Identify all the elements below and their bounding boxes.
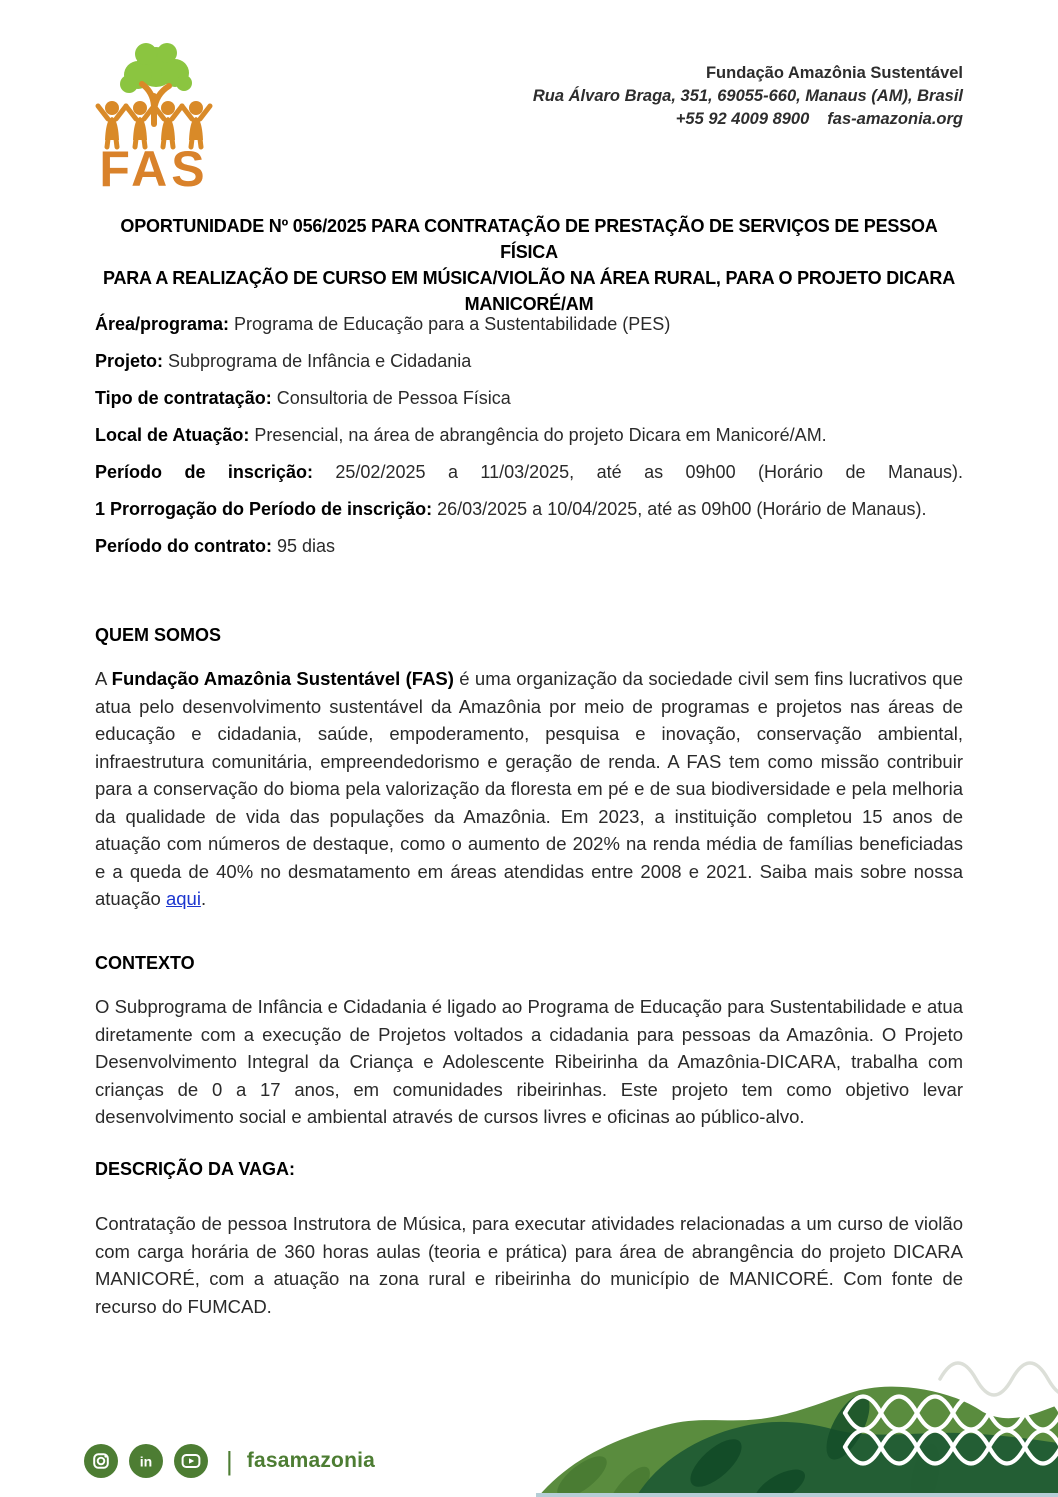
field-prorrogacao-inscricao: 1 Prorrogação do Período de inscrição: 26/03/2025 a 10/04/2025, até as 09h00 (Horário de Manaus).: [95, 499, 927, 519]
field-projeto: Projeto: Subprograma de Infância e Cidadania: [95, 351, 472, 371]
youtube-icon[interactable]: [174, 1444, 208, 1478]
social-band: [84, 1444, 375, 1478]
tree-icon: [120, 43, 192, 93]
section-descricao-vaga: [95, 1156, 963, 1320]
social-handle[interactable]: fasamazonia: [246, 1449, 376, 1472]
section-paragraph: A Fundação Amazônia Sustentável (FAS) é uma organização da sociedade civil sem fins lucrativos que atua pelo desenvolvimento sustentável da Amazônia por meio de programas e projetos nas áreas de educação e cidadania, saúde, empoderamento, pesquisa e inovação, conservação ambiental, infraestrutura comunitária, empreendedorismo e geração de renda. A FAS tem como missão contribuir para a conservação do bioma pela valorização da floresta em pé e de sua biodiversidade e pela melhoria da qualidade de vida das populações da Amazônia. Em 2023, a instituição completou 15 anos de atuação com números de destaque, como o aumento de 202% na renda média de famílias beneficiadas e a queda de 40% no desmatamento em áreas atendidas entre 2008 e 2021. Saiba mais sobre nossa atuação aqui.: [95, 668, 963, 909]
contact-block: [533, 62, 963, 131]
field-periodo-contrato: Período do contrato: 95 dias: [95, 536, 336, 556]
org-name-bold: Fundação Amazônia Sustentável (FAS): [111, 668, 454, 689]
linkedin-icon[interactable]: [129, 1444, 163, 1478]
instagram-icon[interactable]: [84, 1444, 118, 1478]
org-website: fas-amazonia.org: [827, 110, 963, 128]
org-name: Fundação Amazônia Sustentável: [705, 64, 963, 82]
logo-wordmark: FAS: [99, 141, 209, 190]
section-quem-somos: [95, 622, 963, 913]
fas-logo: [95, 40, 213, 190]
org-phone: +55 92 4009 8900: [675, 110, 810, 128]
bottom-strip: [536, 1493, 1058, 1497]
title-line-1: OPORTUNIDADE Nº 056/2025 PARA CONTRATAÇÃO DE PRESTAÇÃO DE SERVIÇOS DE PESSOA FÍSICA: [120, 216, 938, 262]
separator: |: [226, 1446, 233, 1476]
field-tipo-contratacao: Tipo de contratação: Consultoria de Pessoa Física: [95, 388, 511, 408]
section-paragraph: O Subprograma de Infância e Cidadania é ligado ao Programa de Educação para Sustentabilidade e atua diretamente com a execução de Projetos voltados a cidadania para pessoas da Amazônia. O Projeto Desenvolvimento Integral da Criança e Adolescente Ribeirinha da Amazônia-DICARA, trabalha com crianças de 0 a 17 anos, em comunidades ribeirinhas. Este projeto tem como objetivo levar desenvolvimento social e ambiental através de cursos livres e oficinas ao público-alvo.: [95, 996, 963, 1127]
faint-net-pattern: [940, 1363, 1058, 1395]
field-periodo-inscricao: Período de inscrição: 25/02/2025 a 11/03/2025, até as 09h00 (Horário de Manaus).: [95, 462, 963, 482]
title-line-3: MANICORÉ/AM: [464, 294, 594, 314]
field-local-atuacao: Local de Atuação: Presencial, na área de abrangência do projeto Dicara em Manicoré/AM.: [95, 425, 827, 445]
page-title: [95, 213, 963, 317]
job-fields: [95, 311, 963, 570]
svg-text:in: in: [139, 1453, 153, 1470]
section-heading: QUEM SOMOS: [95, 625, 222, 645]
title-line-2: PARA A REALIZAÇÃO DE CURSO EM MÚSICA/VIOLÃO NA ÁREA RURAL, PARA O PROJETO DICARA: [102, 268, 956, 288]
aqui-link[interactable]: aqui: [165, 888, 201, 909]
org-address: Rua Álvaro Braga, 351, 69055-660, Manaus (AM), Brasil: [532, 87, 963, 105]
section-paragraph: Contratação de pessoa Instrutora de Música, para executar atividades relacionadas a um curso de violão com carga horária de 360 horas aulas (teoria e prática) para área de abrangência do projeto DICARA MANICORÉ, com a atuação na zona rural e ribeirinha do município de MANICORÉ. Com fonte de recurso do FUMCAD.: [95, 1213, 963, 1317]
field-area-programa: Área/programa: Programa de Educação para a Sustentabilidade (PES): [95, 314, 671, 334]
section-heading: DESCRIÇÃO DA VAGA:: [95, 1159, 296, 1179]
section-contexto: [95, 950, 963, 1131]
header: [95, 40, 963, 190]
section-heading: CONTEXTO: [95, 953, 195, 973]
